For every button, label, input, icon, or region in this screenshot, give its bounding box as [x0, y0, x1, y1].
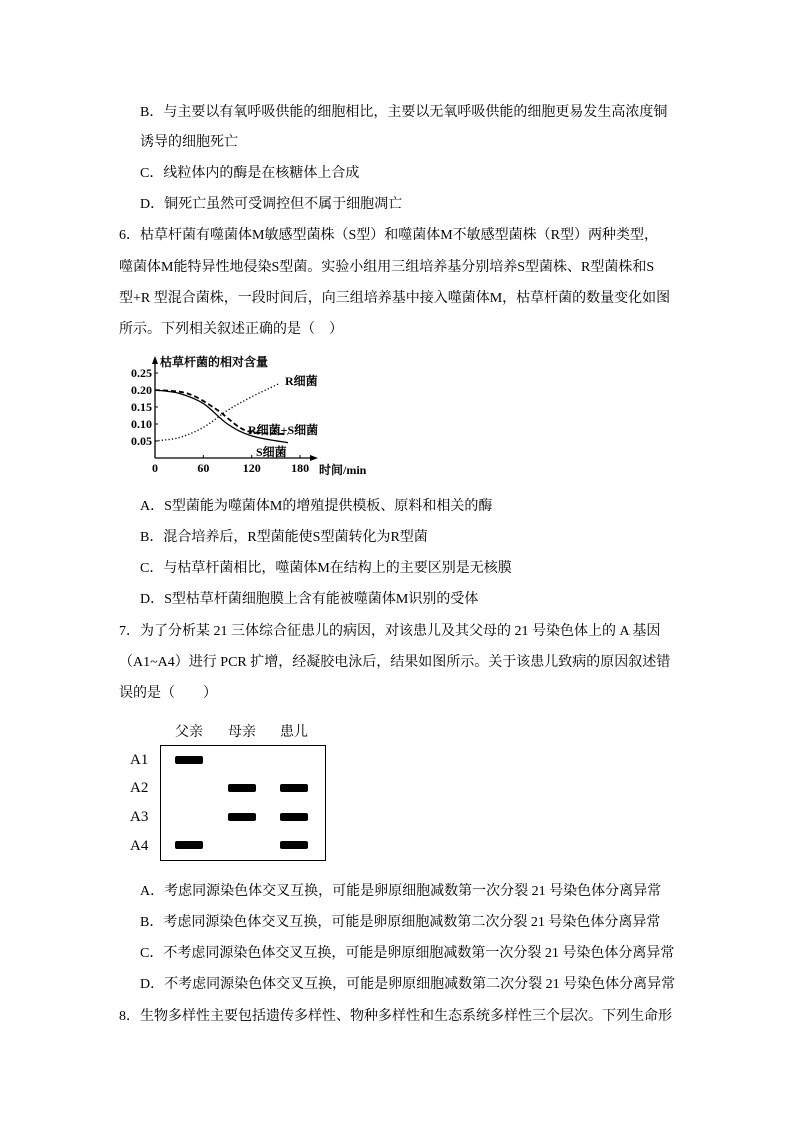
q8-stem-line1: 8．生物多样性主要包括遗传多样性、物种多样性和生态系统多样性三个层次。下列生命形	[119, 1009, 672, 1024]
q5-option-c: C．线粒体内的酶是在核糖体上合成	[140, 166, 360, 181]
gel-row-label-a3: A3	[130, 809, 149, 825]
y-tick-label: 0.25	[131, 366, 152, 380]
gel-column-label-child: 患儿	[280, 725, 308, 740]
y-tick-label: 0.15	[131, 400, 152, 414]
q6-stem-line1: 6．枯草杆菌有噬菌体M敏感型菌株（S型）和噬菌体M不敏感型菌株（R型）两种类型，	[119, 228, 659, 243]
x-axis-arrow	[310, 455, 318, 461]
x-axis-label: 时间/min	[319, 463, 367, 477]
series-label-r-bacteria: R细菌	[285, 374, 318, 388]
q7-option-b: B．考虑同源染色体交叉互换，可能是卵原细胞减数第二次分裂 21 号染色体分离异常	[140, 915, 661, 930]
series-label-r-plus-s-bacteria: R细菌+S细菌	[248, 423, 319, 437]
q7-option-d: D．不考虑同源染色体交叉互换，可能是卵原细胞减数第二次分裂 21 号染色体分离异常	[140, 977, 676, 992]
q6-option-c: C．与枯草杆菌相比，噬菌体M在结构上的主要区别是无核膜	[140, 561, 512, 576]
series-label-s-bacteria: S细菌	[256, 445, 287, 459]
q6-option-a: A．S型菌能为噬菌体M的增殖提供模板、原料和相关的酶	[140, 499, 493, 514]
q6-option-d: D．S型枯草杆菌细胞膜上含有能被噬菌体M识别的受体	[140, 592, 479, 607]
q7-option-c: C．不考虑同源染色体交叉互换，可能是卵原细胞减数第一次分裂 21 号染色体分离异常	[140, 946, 675, 961]
gel-band-mother-a3	[228, 813, 256, 821]
q6-option-b: B．混合培养后，R型菌能使S型菌转化为R型菌	[140, 530, 428, 545]
gel-band-child-a4	[280, 841, 308, 849]
gel-column-label-father: 父亲	[175, 725, 203, 740]
q5-option-b-line2: 诱导的细胞死亡	[140, 135, 238, 150]
gel-column-label-mother: 母亲	[228, 725, 256, 740]
q6-stem-line2: 噬菌体M能特异性地侵染S型菌。实验小组用三组培养基分别培养S型菌株、R型菌株和S	[119, 260, 655, 275]
y-tick-label: 0.10	[131, 417, 152, 431]
q7-stem-line3: 误的是（ ）	[119, 686, 217, 701]
y-tick-label: 0.05	[131, 434, 152, 448]
gel-band-child-a2	[280, 784, 308, 792]
q5-option-d: D．铜死亡虽然可受调控但不属于细胞凋亡	[140, 197, 403, 212]
gel-band-mother-a2	[228, 784, 256, 792]
gel-band-father-a4	[175, 841, 203, 849]
q7-option-a: A．考虑同源染色体交叉互换，可能是卵原细胞减数第一次分裂 21 号染色体分离异常	[140, 884, 662, 899]
q7-stem-line1: 7．为了分析某 21 三体综合征患儿的病因，对该患儿及其父母的 21 号染色体上的 A 基因	[119, 624, 661, 639]
x-tick-label: 120	[242, 461, 261, 475]
gel-row-label-a4: A4	[130, 838, 149, 854]
x-tick-label: 60	[197, 461, 210, 475]
gel-band-father-a1	[175, 756, 203, 764]
q7-stem-line2: （A1~A4）进行 PCR 扩增，经凝胶电泳后，结果如图所示。关于该患儿致病的原因叙述错	[119, 655, 671, 670]
q5-option-b-line1: B．与主要以有氧呼吸供能的细胞相比，主要以无氧呼吸供能的细胞更易发生高浓度铜	[140, 105, 668, 120]
x-tick-label: 180	[291, 461, 310, 475]
q6-stem-line3: 型+R 型混合菌株，一段时间后，向三组培养基中接入噬菌体M，枯草杆菌的数量变化如图	[119, 291, 671, 306]
electrophoresis-gel-figure	[120, 720, 335, 868]
gel-band-child-a3	[280, 813, 308, 821]
x-tick-label: 0	[152, 461, 158, 475]
gel-row-label-a1: A1	[130, 752, 149, 768]
q6-stem-line4: 所示。下列相关叙述正确的是（ ）	[119, 322, 343, 337]
bacteria-content-line-chart	[128, 350, 378, 485]
chart-title: 枯草杆菌的相对含量	[160, 355, 269, 369]
gel-row-label-a2: A2	[130, 780, 149, 796]
y-axis-arrow	[152, 356, 158, 364]
y-tick-label: 0.20	[131, 383, 152, 397]
